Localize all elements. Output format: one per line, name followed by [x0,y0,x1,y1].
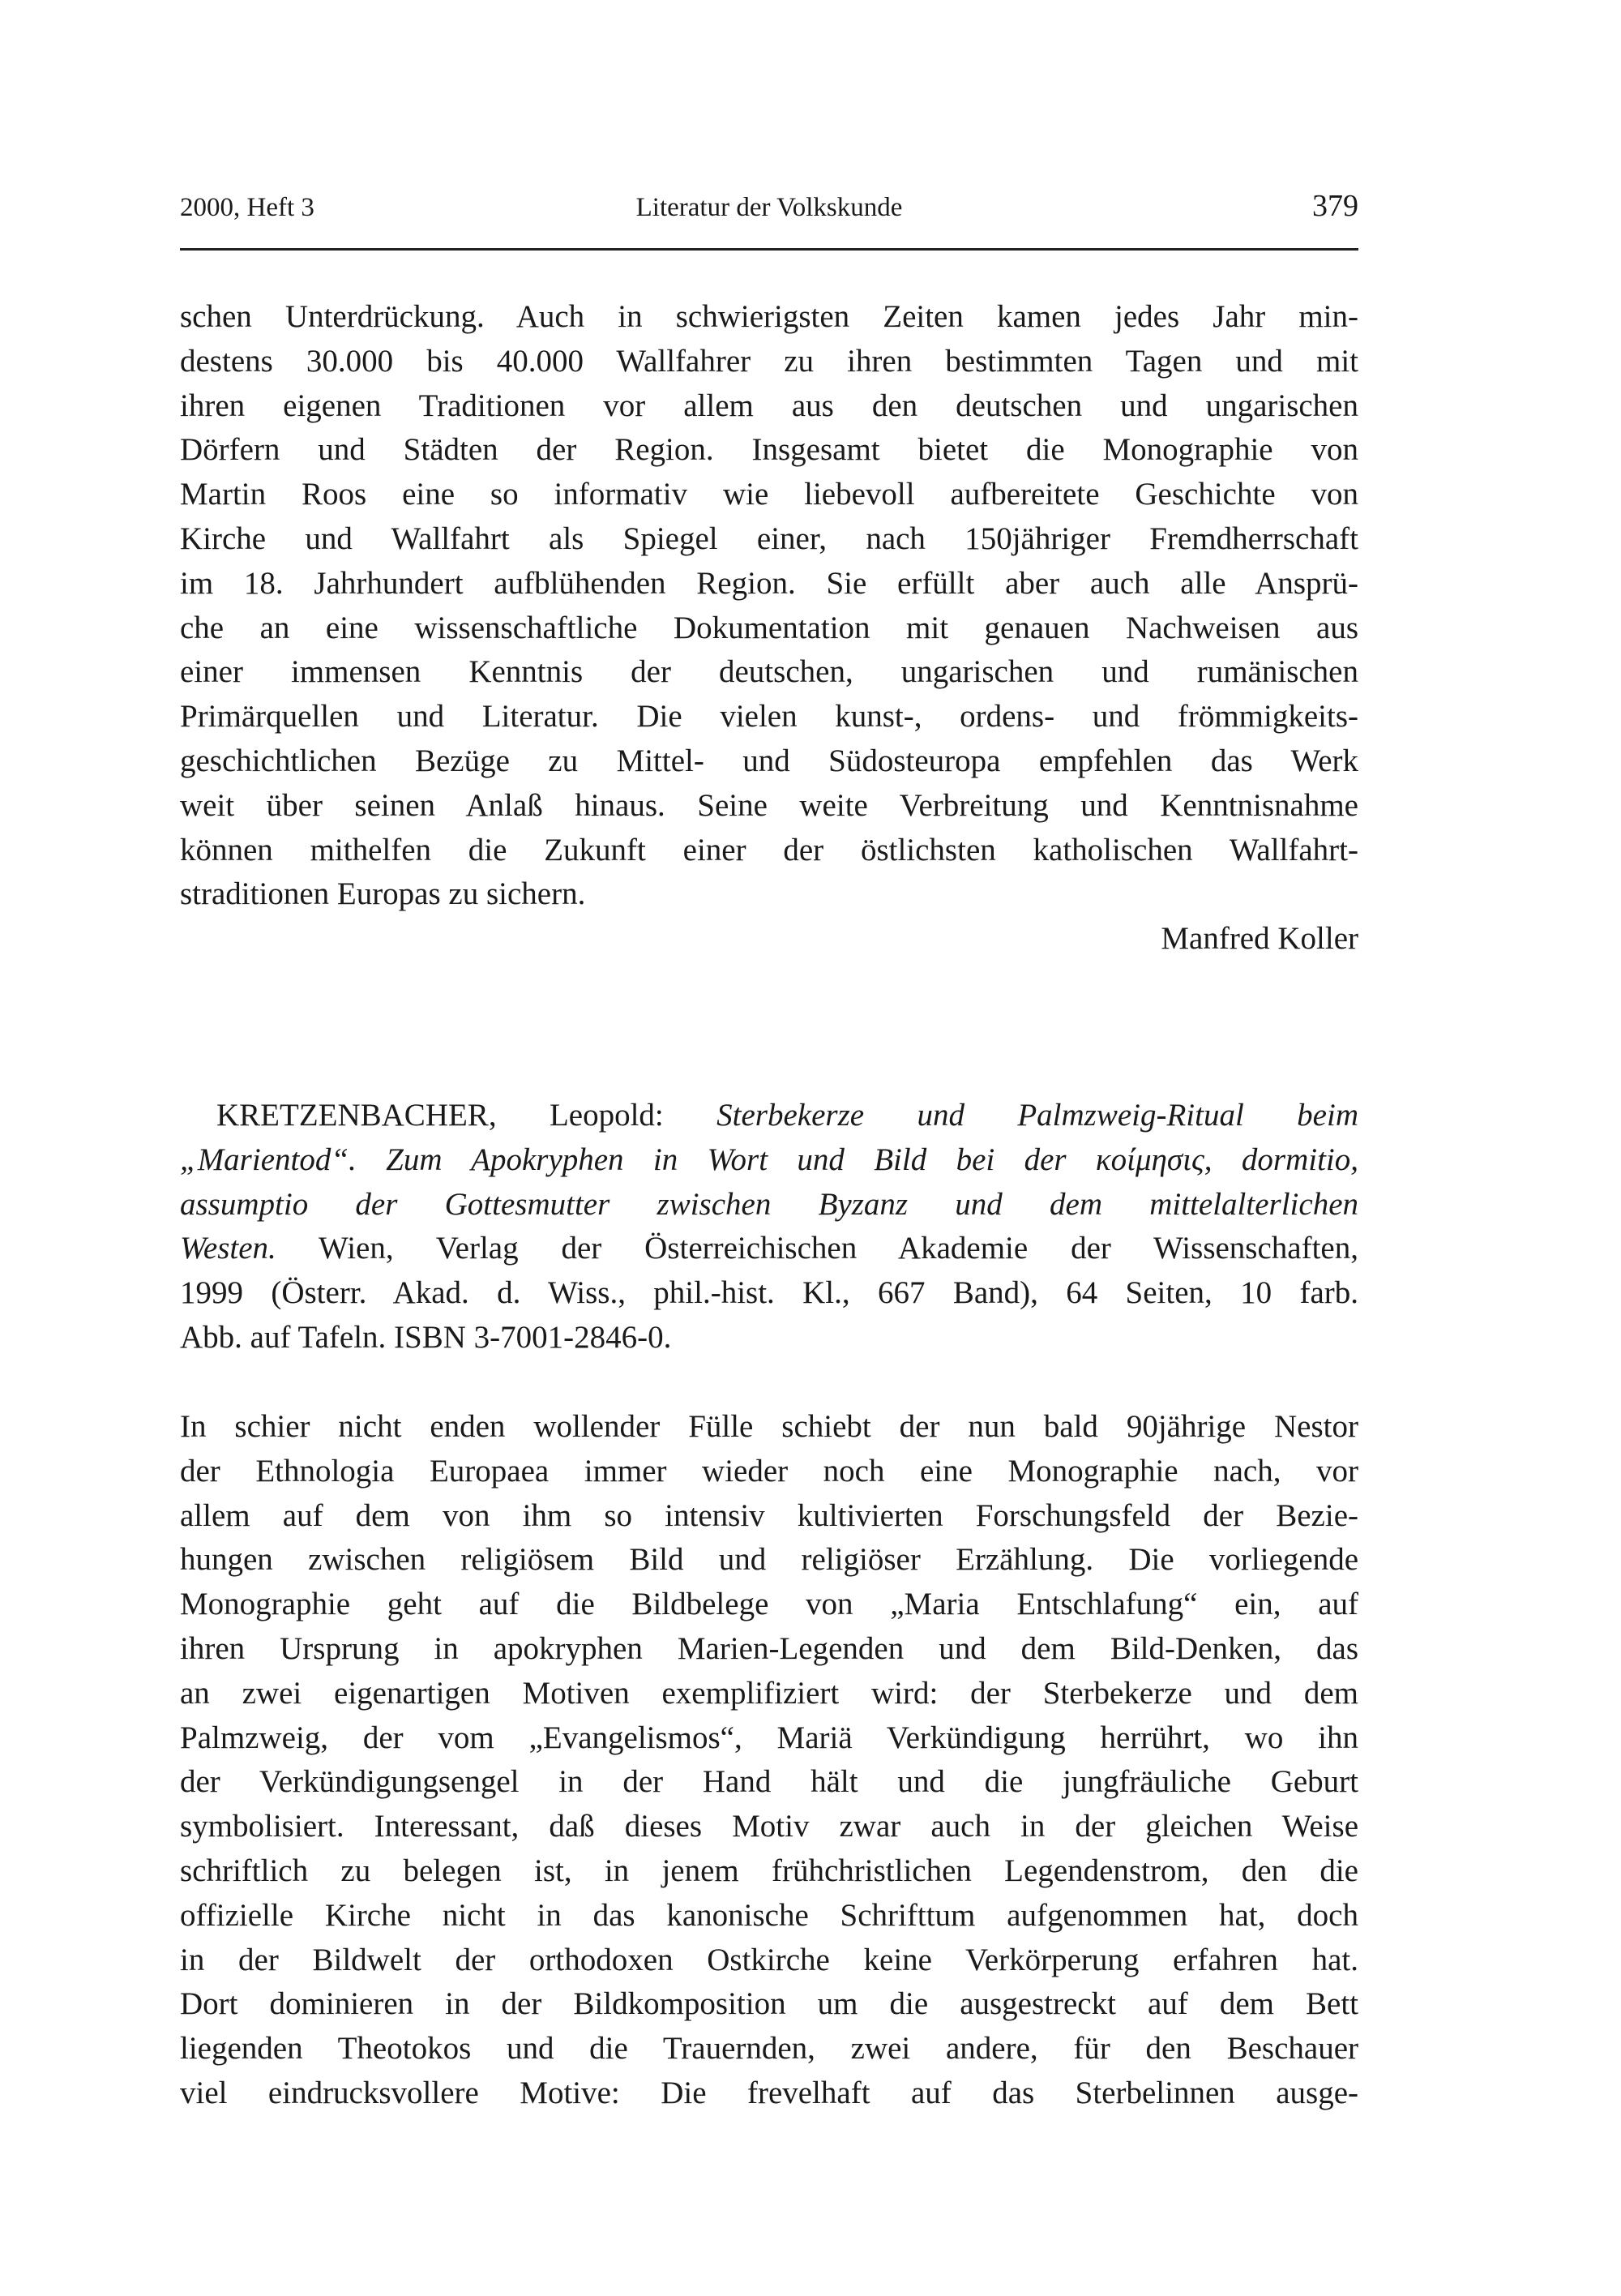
text-line: hungen zwischen religiösem Bild und religiöser Erzählung. Die vorliegende [180,1542,1358,1578]
header-issue: 2000, Heft 3 [180,193,314,222]
citation-author: KRETZENBACHER, Leopold: [216,1098,717,1133]
citation-title: „Marientod“. Zum Apokryphen in Wort und Bild bei der κοίμησις, dormitio, [180,1142,1358,1177]
text-line: weit über seinen Anlaß hinaus. Seine weite Verbreitung und Kenntnisnahme [180,787,1358,823]
citation-title: Sterbekerze und Palmzweig-Ritual beim [716,1098,1358,1133]
citation-title: assumptio der Gottesmutter zwischen Byzanz und dem mittelalterlichen [180,1186,1358,1222]
citation-line [180,1183,1358,1227]
text-line: ihren Ursprung in apokryphen Marien-Legenden und dem Bild-Denken, das [180,1630,1358,1666]
header-rule [180,248,1358,251]
citation-publisher: Wien, Verlag der Österreichischen Akademie der Wissenschaften, [276,1231,1358,1266]
text-line: im 18. Jahrhundert aufblühenden Region. Sie erfüllt aber auch alle Ansprü- [180,565,1358,601]
text-line: ihren eigenen Traditionen vor allem aus den deutschen und ungarischen [180,388,1358,423]
citation-line [180,1138,1358,1183]
text-line: schriftlich zu belegen ist, in jenem frühchristlichen Legendenstrom, den die [180,1853,1358,1888]
text-line: in der Bildwelt der orthodoxen Ostkirche keine Verkörperung erfahren hat. [180,1942,1358,1977]
citation-title: Westen. [180,1231,276,1266]
text-line: können mithelfen die Zukunft einer der östlichsten katholischen Wallfahrt- [180,832,1358,867]
text-line: Dörfern und Städten der Region. Insgesamt bietet die Monographie von [180,432,1358,468]
text-line: der Verkündigungsengel in der Hand hält und die jungfräuliche Geburt [180,1764,1358,1800]
text-line: allem auf dem von ihm so intensiv kultivierten Forschungsfeld der Bezie- [180,1497,1358,1533]
text-line: der Ethnologia Europaea immer wieder noch eine Monographie nach, vor [180,1453,1358,1489]
text-line: In schier nicht enden wollender Fülle schiebt der nun bald 90jährige Nestor [180,1409,1358,1444]
text-line: viel eindrucksvollere Motive: Die frevelhaft auf das Sterbelinnen ausge- [180,2075,1358,2110]
review-2-citation [180,1094,1358,1360]
text-line: geschichtlichen Bezüge zu Mittel- und Südosteuropa empfehlen das Werk [180,743,1358,778]
text-line: Primärquellen und Literatur. Die vielen kunst-, ordens- und frömmigkeits- [180,699,1358,735]
text-line: Kirche und Wallfahrt als Spiegel einer, nach 150jähriger Fremdherrschaft [180,520,1358,556]
review-1-author: Manfred Koller [1161,921,1358,956]
review-1-signature-wrap [180,917,1358,962]
text-line: an zwei eigenartigen Motiven exemplifiziert wird: der Sterbekerze und dem [180,1675,1358,1711]
text-line: symbolisiert. Interessant, daß dieses Motiv zwar auch in der gleichen Weise [180,1809,1358,1844]
text-line: Martin Roos eine so informativ wie liebevoll aufbereitete Geschichte von [180,477,1358,512]
page-number: 379 [1312,189,1358,223]
running-header [180,189,1358,229]
text-line: einer immensen Kenntnis der deutschen, ungarischen und rumänischen [180,654,1358,690]
review-1-body [180,295,1358,917]
text-line: straditionen Europas zu sichern. [180,876,586,912]
review-2-body [180,1405,1358,2116]
text-line: destens 30.000 bis 40.000 Wallfahrer zu ihren bestimmten Tagen und mit [180,343,1358,379]
text-line: Palmzweig, der vom „Evangelismos“, Mariä Verkündigung herrührt, wo ihn [180,1720,1358,1755]
header-journal-section: Literatur der Volkskunde [635,193,903,222]
citation-line: Abb. auf Tafeln. ISBN 3-7001-2846-0. [180,1319,672,1355]
text-line: schen Unterdrückung. Auch in schwierigsten Zeiten kamen jedes Jahr min- [180,299,1358,334]
citation-line: 1999 (Österr. Akad. d. Wiss., phil.-hist. Kl., 667 Band), 64 Seiten, 10 farb. [180,1275,1358,1311]
text-line: che an eine wissenschaftliche Dokumentation mit genauen Nachweisen aus [180,610,1358,645]
text-line: Dort dominieren in der Bildkomposition um die ausgestreckt auf dem Bett [180,1986,1358,2022]
text-line: liegenden Theotokos und die Trauernden, zwei andere, für den Beschauer [180,2031,1358,2067]
citation-line [180,1094,1358,1138]
text-line: offizielle Kirche nicht in das kanonische Schrifttum aufgenommen hat, doch [180,1897,1358,1933]
text-line: Monographie geht auf die Bildbelege von „Maria Entschlafung“ ein, auf [180,1587,1358,1622]
citation-line [180,1227,1358,1271]
